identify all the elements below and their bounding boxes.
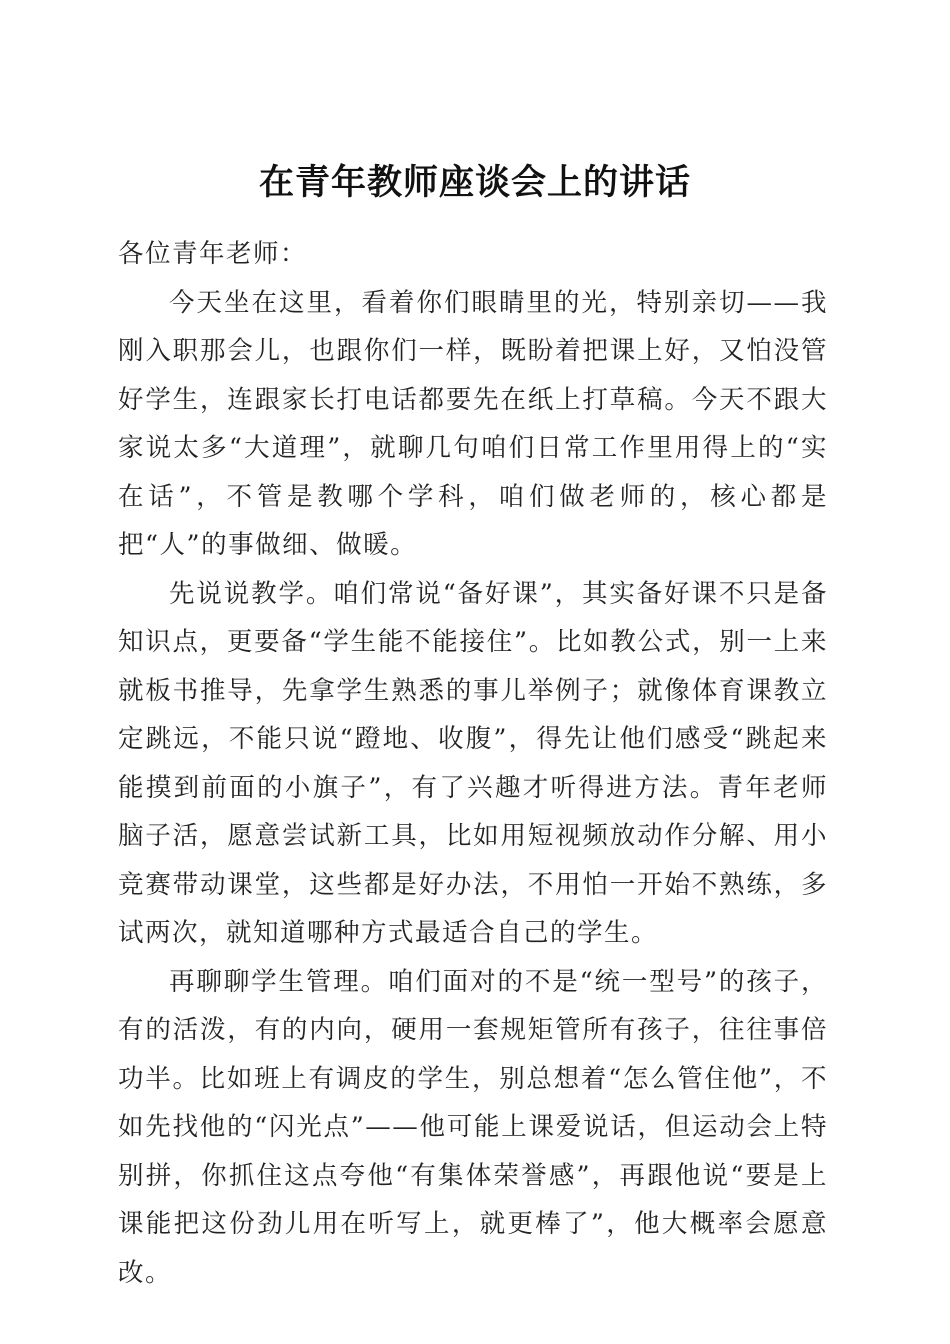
paragraph-teaching: 先说说教学。咱们常说“备好课”，其实备好课不只是备知识点，更要备“学生能不能接住”。比如教公式，别一上来就板书推导，先拿学生熟悉的事儿举例子；就像体育课教立定跳远，不能只说“蹬地、收腹”，得先让他们感受“跳起来能摸到前面的小旗子”，有了兴趣才听得进方法。青年老师脑子活，愿意尝试新工具，比如用短视频放动作分解、用小竞赛带动课堂，这些都是好办法，不用怕一开始不熟练，多试两次，就知道哪种方式最适合自己的学生。 [118, 578, 828, 948]
document-body [118, 230, 828, 1297]
paragraph-intro: 今天坐在这里，看着你们眼睛里的光，特别亲切——我刚入职那会儿，也跟你们一样，既盼着把课上好，又怕没管好学生，连跟家长打电话都要先在纸上打草稿。今天不跟大家说太多“大道理”，就聊几句咱们日常工作里用得上的“实在话”，不管是教哪个学科，咱们做老师的，核心都是把“人”的事做细、做暖。 [118, 287, 828, 560]
document-title: 在青年教师座谈会上的讲话 [258, 162, 691, 204]
salutation: 各位青年老师： [118, 239, 308, 269]
paragraph-student-management: 再聊聊学生管理。咱们面对的不是“统一型号”的孩子，有的活泼，有的内向，硬用一套规矩管所有孩子，往往事倍功半。比如班上有调皮的学生，别总想着“怎么管住他”，不如先找他的“闪光点”——他可能上课爱说话，但运动会上特别拼，你抓住这点夸他“有集体荣誉感”，再跟他说“要是上课能把这份劲儿用在听写上，就更棒了”，他大概率会愿意改。 [118, 966, 828, 1288]
